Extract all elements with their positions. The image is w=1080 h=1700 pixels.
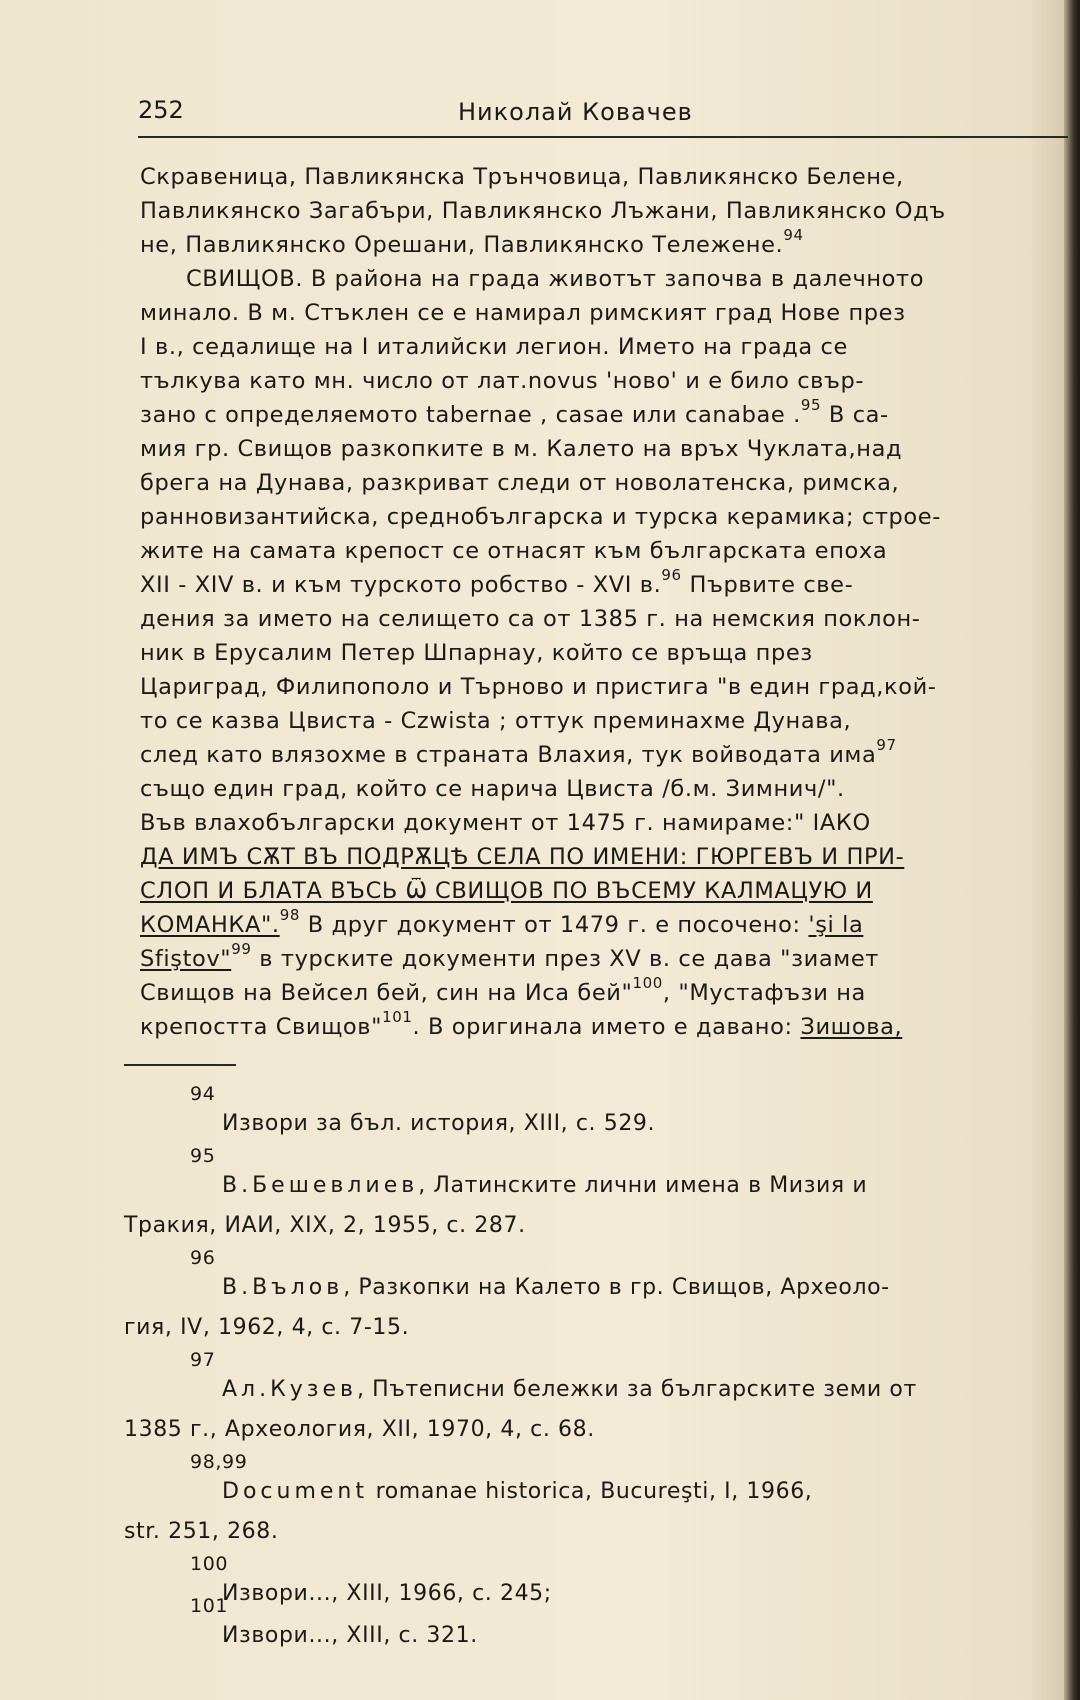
body-text (140, 160, 1045, 1044)
text-line: мия гр. Свищов разкопките в м. Калето на връх Чуклата,над (140, 436, 903, 462)
text-line: минало. В м. Стъклен се е намирал римският град Нове през (140, 300, 906, 326)
text-line: ник в Ерусалим Петер Шпарнау, който се връща през (140, 640, 813, 666)
text-line: Свищов на Вейсел бей, син на Иса бей"$^{100}$, "Мустафъзи на (140, 974, 866, 1006)
text-line: ранновизантийска, среднобългарска и турска керамика; строе- (140, 504, 941, 530)
text-line: Sfiştov"$^{99}$ в турските документи през XV в. се дава "зиамет (140, 940, 879, 972)
text-line: зано с определяемото tabernae , casae или canabae .$^{95}$ В са- (140, 396, 889, 428)
footnote-98-99: 98,99 Document romanae historica, Bucureşti, I, 1966, str. 251, 268. (124, 1451, 813, 1544)
text-line: Цариград, Филипополо и Търново и пристига "в един град,кой- (140, 674, 937, 700)
footnote-ref: 100 (632, 974, 663, 992)
text-line: не, Павликянско Орешани, Павликянско Тележене.$^{94}$ (140, 226, 804, 258)
text-line: КОМАНКА".$^{98}$ В друг документ от 1479 г. е посочено: 'şi la (140, 906, 864, 938)
text-line: дения за името на селището са от 1385 г. на немския поклон- (140, 606, 921, 632)
footnotes (124, 1083, 1054, 1664)
text-line: тълкува като мн. число от лат.novus 'ново' и е било свър- (140, 368, 865, 394)
footnote-ref: 97 (876, 736, 897, 754)
text-line: ДА ИМЪ СѪТ ВЪ ПОДРѪЦѢ СЕЛА ПО ИМЕНИ: ГЮРГЕВЪ И ПРИ- (140, 844, 905, 870)
footnote-96: 96 В.Вълов, Разкопки на Калето в гр. Свищов, Археоло- гия, IV, 1962, 4, с. 7-15. (124, 1247, 890, 1340)
footnote-ref: 99 (231, 940, 252, 958)
text-line: Скравеница, Павликянска Трънчовица, Павликянско Белене, (140, 164, 904, 190)
footnote-ref: 101 (382, 1008, 413, 1026)
text-line: I в., седалище на I италийски легион. Името на града се (140, 334, 848, 360)
text-line: то се казва Цвиста - Czwista ; оттук преминахме Дунава, (140, 708, 852, 734)
running-title: Николай Ковачев (458, 98, 693, 126)
footnote-ref: 94 (783, 226, 804, 244)
footnote-100: 100 Извори..., XIII, 1966, с. 245; (190, 1553, 552, 1606)
text-line: Във влахобългарски документ от 1475 г. намираме:" IАКО (140, 810, 871, 836)
footnote-ref: 98 (279, 906, 300, 924)
text-line: СЛОП И БЛАТА ВЪСЬ Ѿ СВИЩОВ ПО ВЪСЕМУ КАЛМАЦУЮ И (140, 878, 873, 904)
text-line: Павликянско Загабъри, Павликянско Лъжани, Павликянско Одъ (140, 198, 946, 224)
text-line: XII - XIV в. и към турското робство - XVI в.$^{96}$ Първите све- (140, 566, 854, 598)
footnote-ref: 96 (661, 566, 682, 584)
footnote-101: 101 Извори..., XIII, с. 321. (190, 1595, 478, 1648)
footnote-95: 95 В.Бешевлиев, Латинските лични имена в Мизия и Тракия, ИАИ, XIX, 2, 1955, с. 287. (124, 1145, 868, 1238)
text-line: също един град, който се нарича Цвиста /б.м. Зимнич/". (140, 776, 845, 802)
book-spine-shadow (1064, 0, 1080, 1700)
footnote-94: 94 Извори за бъл. история, XIII, с. 529. (190, 1083, 656, 1136)
footnote-97: 97 Ал.Кузев, Пътеписни бележки за българските земи от 1385 г., Археология, XII, 1970, 4, с. 68. (124, 1349, 917, 1442)
footnote-ref: 95 (800, 396, 822, 414)
footnote-separator (124, 1064, 236, 1066)
text-line: жите на самата крепост се отнасят към българската епоха (140, 538, 888, 564)
text-line: брега на Дунава, разкриват следи от новолатенска, римска, (140, 470, 900, 496)
page-header (138, 96, 1068, 138)
page-number: 252 (138, 96, 184, 124)
text-line: СВИЩОВ. В района на града животът започва в далечното (186, 266, 925, 292)
text-line: крепостта Свищов"$^{101}$. В оригинала името е давано: Зишова, (140, 1008, 903, 1040)
text-line: след като влязохме в страната Влахия, тук войводата има$^{97}$ (140, 736, 897, 768)
